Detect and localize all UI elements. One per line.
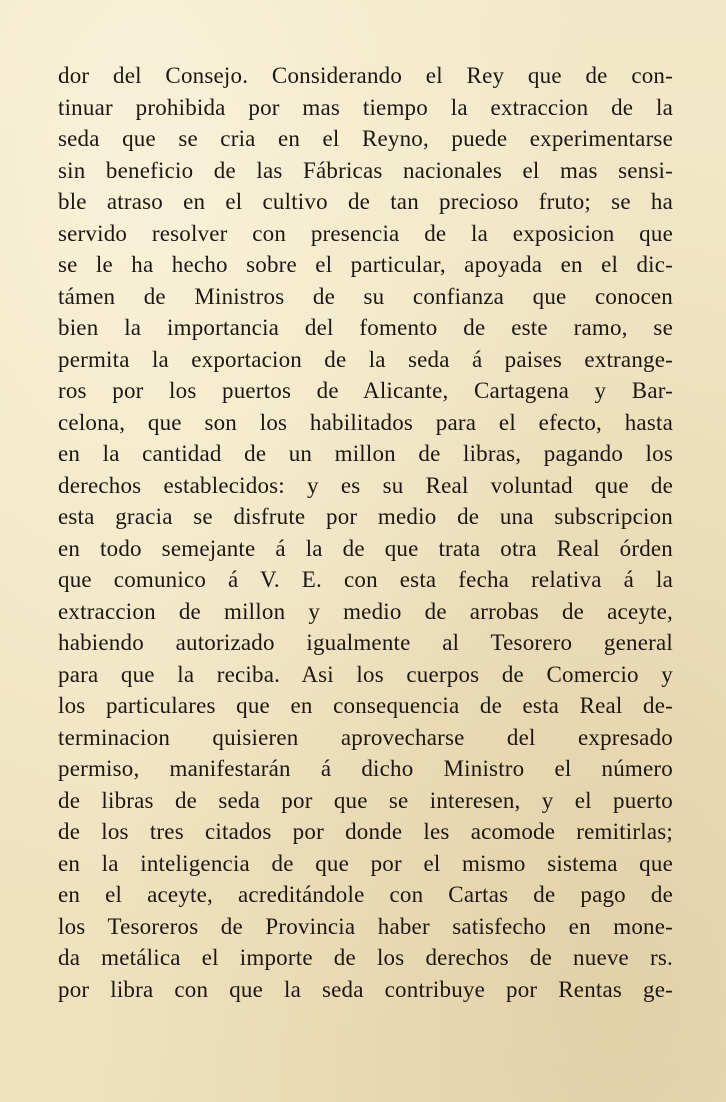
text-line-17: que comunico á V. E. con esta fecha relativa á la (58, 567, 673, 592)
text-line-30: por libra con que la seda contribuye por Rentas ge- (58, 976, 673, 1002)
text-line-9: bien la importancia del fomento de este ramo, se (58, 315, 673, 340)
text-line-23: permiso, manifestarán á dicho Ministro el número (58, 756, 673, 781)
text-line-1: dor del Consejo. Considerando el Rey que de con- (58, 63, 673, 88)
text-line-15: esta gracia se disfrute por medio de una subscripcion (58, 504, 673, 529)
text-line-5: ble atraso en el cultivo de tan precioso fruto; se ha (58, 189, 673, 214)
text-line-4: sin beneficio de las Fábricas nacionales el mas sensi- (58, 157, 673, 183)
text-line-14: derechos establecidos: y es su Real voluntad que de (58, 472, 673, 498)
text-line-29: da metálica el importe de los derechos de nueve rs. (58, 945, 673, 970)
text-line-6: servido resolver con presencia de la exposicion que (58, 220, 673, 246)
text-line-27: en el aceyte, acreditándole con Cartas de pago de (58, 882, 673, 907)
text-line-24: de libras de seda por que se interesen, y el puerto (58, 787, 673, 813)
text-line-8: támen de Ministros de su confianza que conocen (58, 283, 673, 309)
text-line-21: los particulares que en consequencia de esta Real de- (58, 693, 673, 718)
text-line-20: para que la reciba. Asi los cuerpos de Comercio y (58, 661, 673, 687)
text-line-7: se le ha hecho sobre el particular, apoyada en el dic- (58, 252, 673, 277)
text-line-2: tinuar prohibida por mas tiempo la extraccion de la (58, 94, 673, 120)
text-line-22: terminacion quisieren aprovecharse del expresado (58, 724, 673, 750)
text-line-28: los Tesoreros de Provincia haber satisfecho en mone- (58, 913, 673, 939)
text-line-25: de los tres citados por donde les acomode remitirlas; (58, 819, 673, 844)
text-line-19: habiendo autorizado igualmente al Tesorero general (58, 630, 673, 655)
text-line-26: en la inteligencia de que por el mismo sistema que (58, 850, 673, 876)
text-line-10: permita la exportacion de la seda á paises extrange- (58, 346, 673, 372)
text-line-12: celona, que son los habilitados para el efecto, hasta (58, 409, 673, 435)
text-line-13: en la cantidad de un millon de libras, pagando los (58, 441, 673, 466)
text-line-3: seda que se cria en el Reyno, puede experimentarse (58, 126, 673, 151)
text-line-11: ros por los puertos de Alicante, Cartagena y Bar- (58, 378, 673, 403)
text-line-16: en todo semejante á la de que trata otra Real órden (58, 535, 673, 561)
body-text (58, 60, 673, 1005)
text-line-18: extraccion de millon y medio de arrobas de aceyte, (58, 598, 673, 624)
